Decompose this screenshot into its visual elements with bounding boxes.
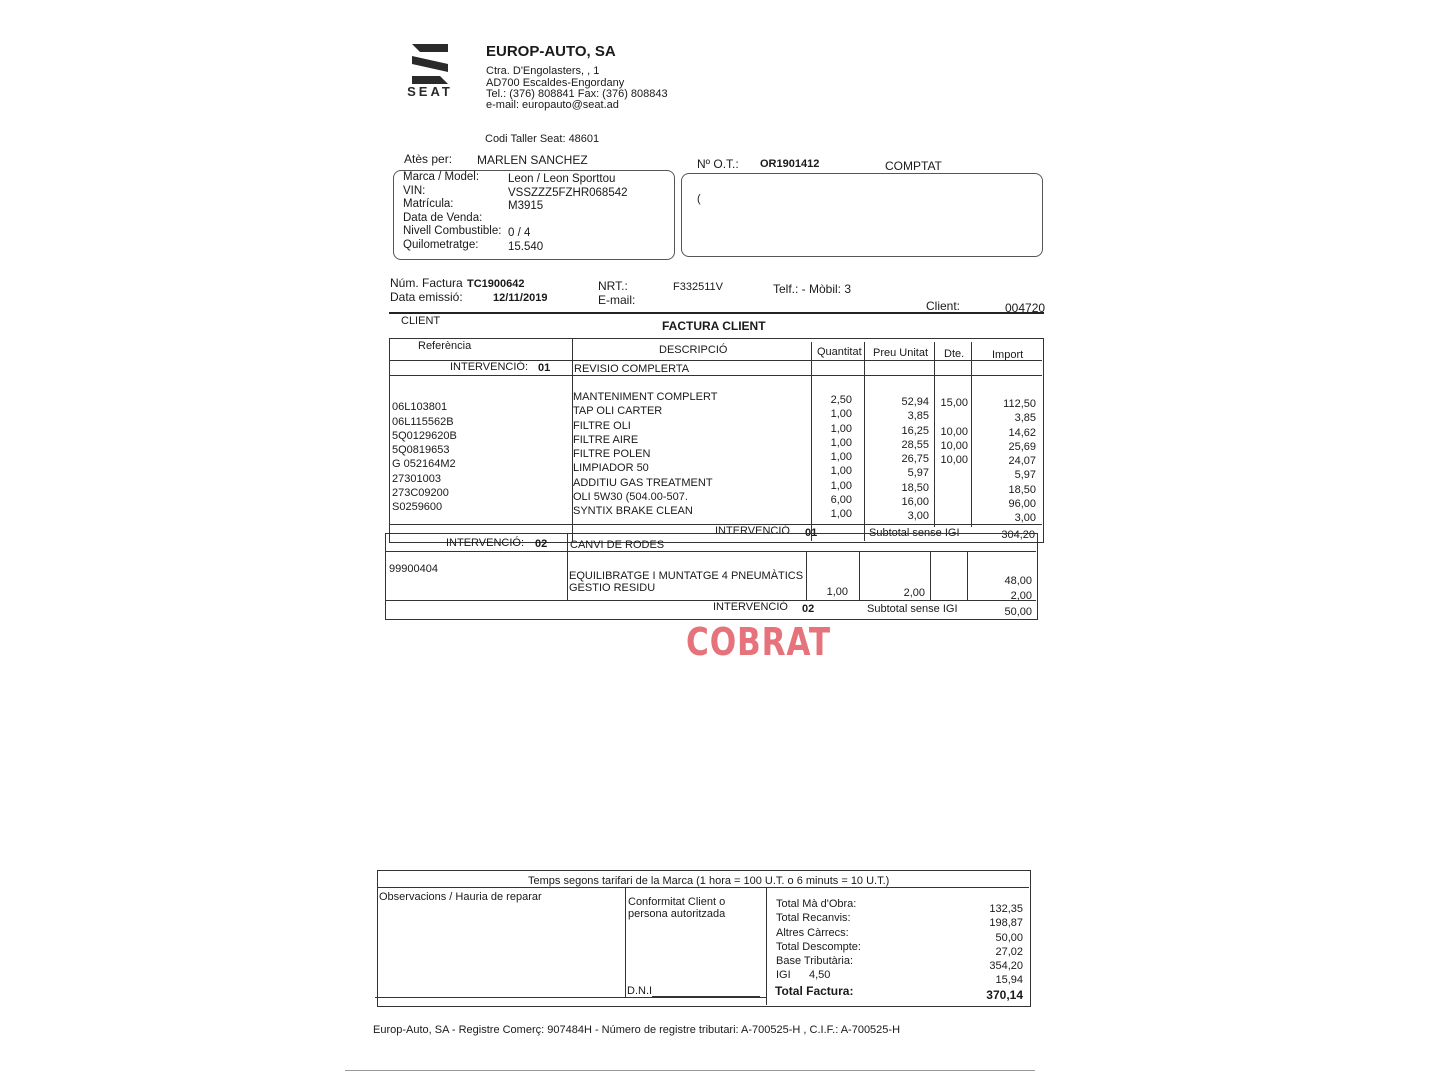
vehicle-mileage: 15.540 <box>508 240 544 253</box>
ref-cell: 5Q0129620B <box>392 429 457 442</box>
intervention1-descriptions <box>573 390 717 519</box>
ref-cell <box>392 386 457 400</box>
total-labour-label: Total Mà d'Obra: <box>776 898 857 910</box>
qty-cell: 2,50 <box>830 394 852 406</box>
summary-divider-1 <box>625 887 626 997</box>
intervention1-subtotal-number: 01 <box>805 527 818 539</box>
desc-cell: ADDITIU GAS TREATMENT <box>573 476 713 489</box>
vehicle-values <box>508 172 628 253</box>
attended-value: MARLEN SANCHEZ <box>477 153 588 167</box>
intervention2-col-ref <box>567 533 568 600</box>
totals-labels <box>776 897 861 983</box>
qty-cell: 1,00 <box>830 436 852 449</box>
import-cell: 18,50 <box>1008 483 1036 496</box>
desc-cell: MANTENIMENT COMPLERT <box>573 391 718 403</box>
desc-cell: FILTRE POLEN <box>573 448 651 461</box>
company-email: e-mail: europauto@seat.ad <box>486 99 619 111</box>
intervention2-price: 2,00 <box>903 587 925 599</box>
import-cell: 24,07 <box>1008 455 1036 468</box>
header-quantity: Quantitat <box>817 346 862 358</box>
intervention1-quantities <box>815 393 852 522</box>
intervention2-subtotal-text: Subtotal sense IGI <box>867 603 958 615</box>
summary-header-rule <box>377 887 1029 888</box>
vehicle-plate: M3915 <box>508 200 544 212</box>
vehicle-model: Leon / Leon Sporttou <box>508 173 616 185</box>
summary-bottom-rule <box>375 997 766 998</box>
attended-label: Atès per: <box>404 152 453 166</box>
ref-cell: 273C09200 <box>392 487 449 500</box>
intervention1-discounts <box>936 396 968 525</box>
vehicle-sale-date <box>508 213 628 227</box>
vehicle-label-plate: Matrícula: <box>403 198 454 210</box>
order-label: Nº O.T.: <box>697 157 739 171</box>
intervention1-prices <box>880 395 929 524</box>
vehicle-label-mileage: Quilometratge: <box>403 238 479 251</box>
intervention2-col-qty <box>859 551 860 600</box>
invoice-top-rule <box>389 312 1044 314</box>
header-description: DESCRIPCIÓ <box>659 344 728 356</box>
qty-cell: 6,00 <box>830 494 852 507</box>
price-cell: 16,00 <box>901 496 929 509</box>
intervention2-header-rule <box>385 551 1036 552</box>
price-cell: 3,85 <box>907 410 929 423</box>
tax-base-label: Base Tributària: <box>776 955 854 968</box>
qty-cell: 1,00 <box>830 508 852 521</box>
vehicle-fuel: 0 / 4 <box>508 227 531 239</box>
total-discount-value: 27,02 <box>995 945 1023 958</box>
import-cell: 14,62 <box>1008 426 1036 439</box>
seat-logo-icon <box>394 42 466 86</box>
dni-signature-line <box>652 996 760 997</box>
header-unit-price: Preu Unitat <box>873 347 929 359</box>
intervention2-subtotal-label: INTERVENCIÓ <box>713 601 788 613</box>
client-label: Client: <box>926 299 961 313</box>
vehicle-vin: VSSZZZ5FZHR068542 <box>508 186 628 199</box>
company-name: EUROP-AUTO, SA <box>486 43 616 60</box>
conformity-label-1: Conformitat Client o <box>628 896 726 908</box>
payment-method: COMPTAT <box>885 159 942 173</box>
intervention1-subtotal-value: 304,20 <box>1001 529 1035 541</box>
intervention2-import-2: 2,00 <box>1010 590 1032 602</box>
page-bottom-rule <box>345 1070 1035 1071</box>
intervention2-subtotal-number: 02 <box>802 603 815 615</box>
intervention1-references <box>392 386 457 515</box>
header-discount: Dte. <box>944 348 965 360</box>
intervention1-subtotal-text: Subtotal sense IGI <box>869 527 960 539</box>
legal-footer: Europ-Auto, SA - Registre Comerç: 907484H - Número de registre tributari: A-700525-H , C.I.F.: A-700525-H <box>373 1024 901 1036</box>
other-charges-value: 50,00 <box>995 931 1023 944</box>
disc-cell: 10,00 <box>940 439 968 452</box>
phone-label: Telf.: - Mòbil: 3 <box>773 282 852 296</box>
intervention1-header-rule <box>389 375 1042 376</box>
invoice-number: TC1900642 <box>467 278 525 290</box>
import-cell: 3,00 <box>1014 512 1036 525</box>
intervention2-reference: 99900404 <box>389 563 438 575</box>
intervention1-imports <box>985 397 1036 526</box>
intervention1-description: REVISIO COMPLERTA <box>574 363 690 375</box>
vehicle-label-model: Marca / Model: <box>403 171 480 183</box>
intervention2-description: CANVI DE RODES <box>570 539 665 551</box>
total-parts-label: Total Recanvis: <box>776 912 851 925</box>
ref-cell: 06L103801 <box>392 401 448 414</box>
ref-cell: S0259600 <box>392 501 443 514</box>
intervention2-number: 02 <box>535 538 548 550</box>
workshop-code: Codi Taller Seat: 48601 <box>485 133 600 145</box>
intervention2-quantity: 1,00 <box>826 586 848 598</box>
company-address-1: Ctra. D'Engolasters, , 1 <box>486 65 600 77</box>
header-import: Import <box>992 349 1024 361</box>
intervention1-subtotal-label: INTERVENCIÓ <box>715 525 790 537</box>
order-number: OR1901412 <box>760 158 820 170</box>
desc-cell: TAP OLI CARTER <box>573 405 663 418</box>
import-cell: 3,85 <box>1014 412 1036 425</box>
qty-cell: 1,00 <box>830 408 852 421</box>
conformity-label-2: persona autoritzada <box>628 908 726 920</box>
tax-base-value: 354,20 <box>989 960 1023 973</box>
price-cell: 26,75 <box>901 453 929 466</box>
client-address-mark: ( <box>697 193 701 205</box>
intervention2-col-price <box>930 551 931 600</box>
email-label: E-mail: <box>598 293 636 307</box>
invoice-date-label: Data emissió: <box>390 290 463 304</box>
col-divider-qty <box>864 342 865 541</box>
vehicle-label-fuel: Nivell Combustible: <box>403 225 502 237</box>
ref-cell: G 052164M2 <box>392 458 456 471</box>
price-cell: 52,94 <box>901 396 929 408</box>
qty-cell: 1,00 <box>830 479 852 492</box>
disc-cell: 15,00 <box>940 397 968 409</box>
observations-label: Observacions / Hauria de reparar <box>379 891 542 903</box>
client-address-box <box>681 173 1043 257</box>
summary-divider-2 <box>766 887 767 1005</box>
invoice-title: FACTURA CLIENT <box>662 319 766 333</box>
tariff-note: Temps segons tarifari de la Marca (1 hora = 100 U.T. o 6 minuts = 10 U.T.) <box>528 875 890 887</box>
col-divider-disc <box>971 342 972 527</box>
price-cell: 5,97 <box>907 467 929 480</box>
totals-values <box>970 902 1023 988</box>
desc-cell: FILTRE OLI <box>573 419 631 432</box>
intervention2-col-desc <box>806 551 807 600</box>
company-phone: Tel.: (376) 808841 Fax: (376) 808843 <box>486 88 668 100</box>
price-cell: 3,00 <box>907 510 929 523</box>
disc-cell: 10,00 <box>940 425 968 438</box>
intervention2-desc-line2: GESTIO RESIDU <box>569 582 656 594</box>
total-labour-value: 132,35 <box>989 903 1023 915</box>
seat-logo <box>394 42 466 102</box>
intervention2-col-disc <box>967 551 968 600</box>
desc-cell: LIMPIADOR 50 <box>573 462 649 475</box>
client-heading: CLIENT <box>401 315 441 327</box>
intervention2-subtotal-value: 50,00 <box>1004 606 1032 618</box>
igi-label: IGI 4,50 <box>776 969 831 982</box>
intervention1-number: 01 <box>538 362 551 374</box>
price-cell: 18,50 <box>901 481 929 494</box>
price-cell: 16,25 <box>901 424 929 437</box>
intervention2-label: INTERVENCIÓ: <box>446 537 525 549</box>
ref-cell: 5Q0819653 <box>392 444 450 457</box>
brand-wordmark: SEAT <box>407 84 453 99</box>
vehicle-label-sale-date: Data de Venda: <box>403 211 483 224</box>
price-cell: 28,55 <box>901 438 929 451</box>
vehicle-label-vin: VIN: <box>403 184 426 197</box>
col-divider-desc <box>811 342 812 541</box>
igi-value: 15,94 <box>995 974 1023 987</box>
intervention2-desc-line1: EQUILIBRATGE I MUNTATGE 4 PNEUMÀTICS <box>569 570 804 582</box>
intervention1-label: INTERVENCIÓ: <box>450 361 529 373</box>
paid-stamp: COBRAT <box>686 620 831 664</box>
total-discount-label: Total Descompte: <box>776 940 861 953</box>
disc-cell: 10,00 <box>940 454 968 467</box>
qty-cell: 1,00 <box>830 422 852 435</box>
import-cell: 96,00 <box>1008 498 1036 511</box>
client-number: 004720 <box>1005 301 1046 315</box>
total-parts-value: 198,87 <box>989 917 1023 930</box>
import-cell: 25,69 <box>1008 440 1036 453</box>
qty-cell: 1,00 <box>830 465 852 478</box>
other-charges-label: Altres Càrrecs: <box>776 926 849 939</box>
vehicle-labels <box>403 170 501 251</box>
intervention2-import-1: 48,00 <box>1004 575 1032 587</box>
nrt-label: NRT.: <box>598 279 628 293</box>
total-invoice-label: Total Factura: <box>775 984 854 998</box>
qty-cell: 1,00 <box>830 451 852 464</box>
intervention2-subtotal-rule <box>385 600 1036 601</box>
header-reference: Referència <box>418 340 472 352</box>
desc-cell: SYNTIX BRAKE CLEAN <box>573 505 693 518</box>
invoice-number-label: Núm. Factura <box>390 276 463 290</box>
import-cell: 112,50 <box>1003 398 1036 410</box>
nrt-value: F332511V <box>673 281 723 293</box>
ref-cell: 06L115562B <box>392 415 454 428</box>
import-cell: 5,97 <box>1014 469 1036 482</box>
invoice-date: 12/11/2019 <box>493 292 548 304</box>
ref-cell: 27301003 <box>392 472 441 485</box>
desc-cell: FILTRE AIRE <box>573 433 639 446</box>
col-divider-price <box>934 342 935 527</box>
total-invoice-value: 370,14 <box>986 988 1023 1002</box>
company-address-2: AD700 Escaldes-Engordany <box>486 77 625 89</box>
dni-label: D.N.I <box>627 985 653 997</box>
desc-cell: OLI 5W30 (504.00-507. <box>573 491 688 504</box>
